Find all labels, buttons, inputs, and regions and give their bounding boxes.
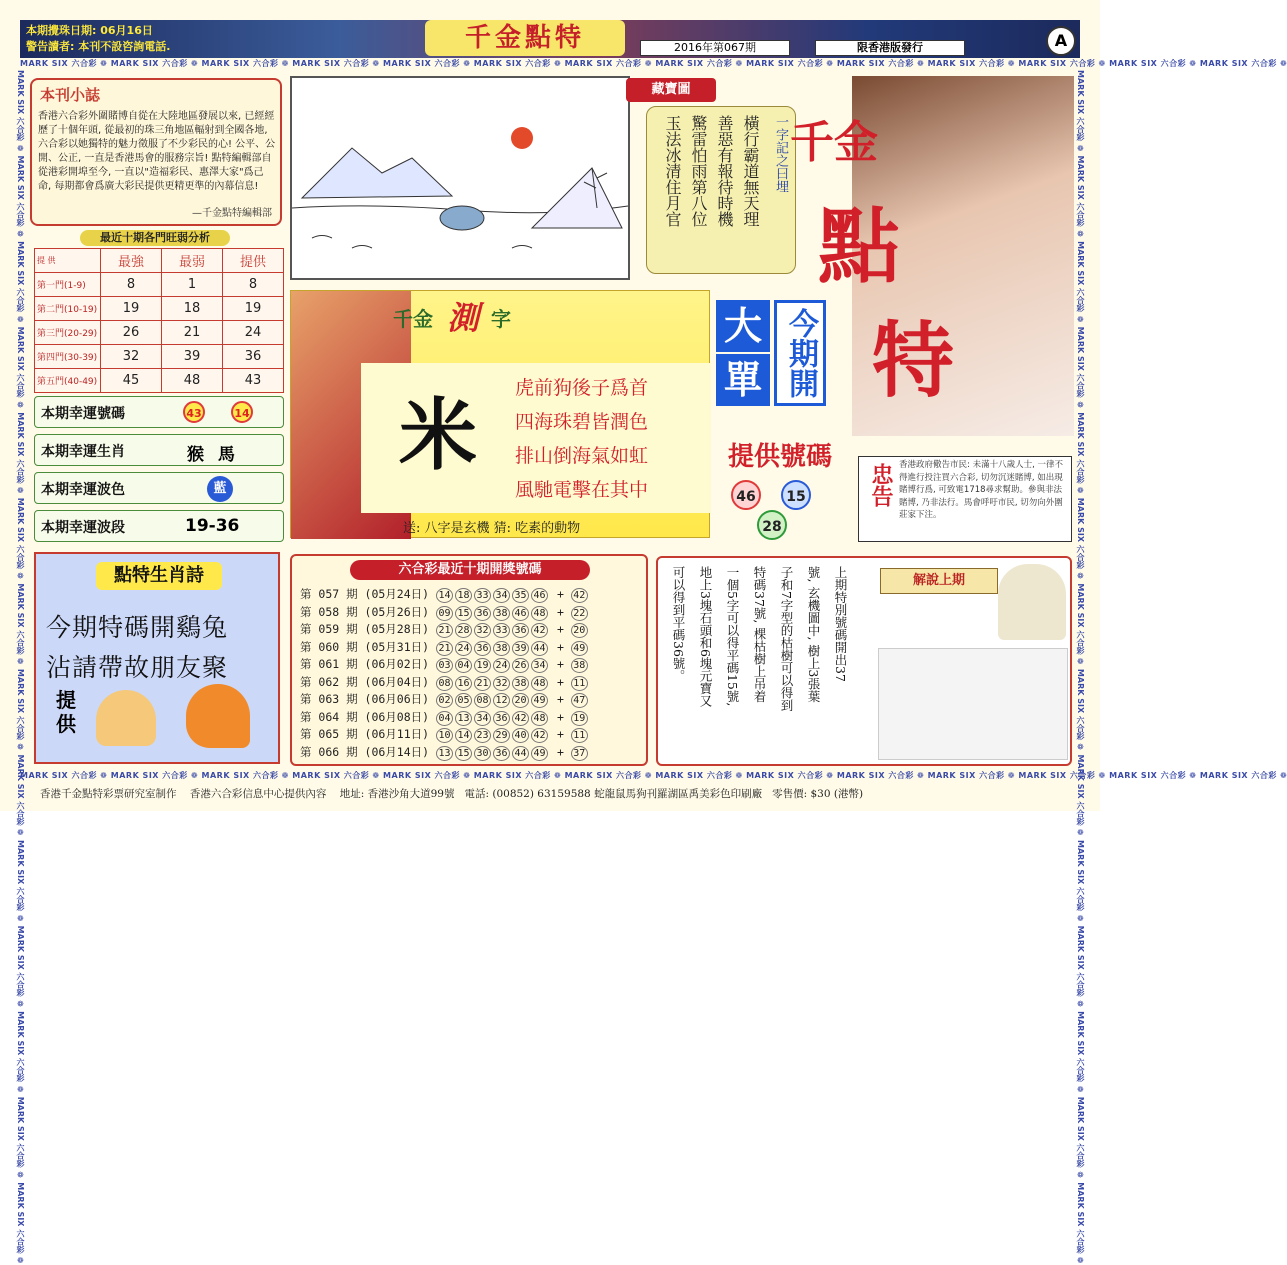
draw-row-issue: 第 060 期 (05月31日) xyxy=(300,639,437,654)
draw-special-number: 37 xyxy=(571,746,588,761)
scholar-picture xyxy=(998,564,1066,640)
stats-row-label: 第二門(10-19) xyxy=(35,297,101,321)
guess-hint: 送: 八字是玄機 猜: 吃素的動物 xyxy=(403,521,581,536)
decode-column: 可以得到平碼36號。 xyxy=(671,566,686,682)
decode-picture xyxy=(878,648,1068,760)
rooster-picture xyxy=(186,684,250,748)
draw-number: 21 xyxy=(474,676,491,691)
draw-special-number: 49 xyxy=(571,641,588,656)
draw-number: 21 xyxy=(436,641,453,656)
draw-number: 12 xyxy=(493,693,510,708)
draw-special-number: 22 xyxy=(571,606,588,621)
scroll-poem-4: 玉法冰清住月官 xyxy=(663,115,682,227)
draw-special-number: 38 xyxy=(571,658,588,673)
hero-chars-3: 特 xyxy=(872,313,955,409)
draw-number: 13 xyxy=(436,746,453,761)
draw-number: 49 xyxy=(531,693,548,708)
stats-cell: 24 xyxy=(223,321,284,345)
draw-row: 第 064 期 (06月08日) 04 13 34 36 42 48 + 19 xyxy=(300,709,646,727)
draw-row-issue: 第 057 期 (05月24日) xyxy=(300,587,437,601)
draw-number: 49 xyxy=(531,746,548,761)
guess-panel xyxy=(290,290,710,538)
draw-number: 03 xyxy=(436,658,453,673)
provide-ball: 15 xyxy=(781,480,811,510)
draw-row: 第 062 期 (06月04日) 08 16 21 32 38 48 + 11 xyxy=(300,674,646,692)
zodiac-poem-provide: 提供 xyxy=(56,688,76,736)
lucky-color-row xyxy=(34,472,284,504)
guess-line: 虎前狗後子爲首 xyxy=(515,377,649,399)
draw-number: 36 xyxy=(474,641,491,656)
lucky-zodiac-row xyxy=(34,434,284,466)
draw-row: 第 058 期 (05月26日) 09 15 36 38 46 48 + 22 xyxy=(300,604,646,622)
draw-date: 本期攪珠日期: 06月16日 xyxy=(26,24,153,37)
draw-number: 15 xyxy=(455,606,472,621)
decode-column: 上期特別號碼開出37 xyxy=(833,566,848,682)
lucky-range-label: 本期幸運波段 xyxy=(41,520,125,536)
treasure-tag: 藏寶圖 xyxy=(626,78,716,102)
lucky-range-value: 19-36 xyxy=(185,516,240,536)
stats-cell: 19 xyxy=(101,297,162,321)
draw-number: 29 xyxy=(493,728,510,743)
draw-results-list xyxy=(300,586,646,761)
draw-row-issue: 第 061 期 (06月02日) xyxy=(300,657,437,671)
lucky-range-row xyxy=(34,510,284,542)
stats-row-label: 第一門(1-9) xyxy=(35,273,101,297)
stats-cell: 36 xyxy=(223,345,284,369)
stats-cell: 8 xyxy=(101,273,162,297)
edition-badge: A xyxy=(1046,26,1076,56)
stats-header-weakest: 最弱 xyxy=(162,249,223,273)
draw-row: 第 066 期 (06月14日) 13 15 30 36 44 49 + 37 xyxy=(300,744,646,762)
stats-cell: 45 xyxy=(101,369,162,393)
lucky-zodiac-value: 猴 馬 xyxy=(187,445,239,465)
draw-special-number: 11 xyxy=(571,676,588,691)
draw-number: 02 xyxy=(436,693,453,708)
zodiac-poem-line-2: 沾請帶故朋友聚 xyxy=(46,653,229,682)
decode-column: 地上3塊石頭和6塊元寶又 xyxy=(698,566,713,707)
draw-row: 第 059 期 (05月28日) 21 28 32 33 36 42 + 20 xyxy=(300,621,646,639)
draw-number: 15 xyxy=(455,746,472,761)
lucky-color-label: 本期幸運波色 xyxy=(41,482,125,498)
stats-corner: 提 供 xyxy=(35,249,101,273)
draw-row: 第 060 期 (05月31日) 21 24 36 38 39 44 + 49 xyxy=(300,639,646,657)
stats-cell: 1 xyxy=(162,273,223,297)
stats-cell: 8 xyxy=(223,273,284,297)
draw-number: 05 xyxy=(455,693,472,708)
stats-cell: 43 xyxy=(223,369,284,393)
stats-cell: 21 xyxy=(162,321,223,345)
scroll-poem-1: 橫行霸道無天理 xyxy=(741,115,760,227)
treasure-map-picture xyxy=(290,76,630,280)
footer-phone: 電話: (00852) 63159588 蛇龍鼠馬狗刊羅湖區禹美彩色印刷廠 xyxy=(464,788,763,800)
draw-number: 30 xyxy=(474,746,491,761)
draw-number: 33 xyxy=(493,623,510,638)
decode-box xyxy=(656,556,1072,766)
stats-cell: 39 xyxy=(162,345,223,369)
draw-number: 42 xyxy=(512,711,529,726)
draw-number: 48 xyxy=(531,711,548,726)
draw-row: 第 063 期 (06月06日) 02 05 08 12 20 49 + 47 xyxy=(300,691,646,709)
draw-number: 34 xyxy=(531,658,548,673)
scroll-title: 一字記之曰埋 xyxy=(773,115,788,193)
masthead-title: 千金點特 xyxy=(425,20,625,56)
big-order-a: 大 xyxy=(716,300,770,352)
stats-row-label: 第三門(20-29) xyxy=(35,321,101,345)
draw-number: 33 xyxy=(474,588,491,603)
draw-number: 19 xyxy=(474,658,491,673)
issue-number: 2016年第067期 xyxy=(640,40,790,56)
stats-cell: 26 xyxy=(101,321,162,345)
draw-number: 21 xyxy=(436,623,453,638)
footer-price: 零售價: $30 (港幣) xyxy=(772,788,864,800)
stats-cell: 32 xyxy=(101,345,162,369)
stats-cell: 19 xyxy=(223,297,284,321)
intro-box xyxy=(30,78,282,226)
draw-special-number: 20 xyxy=(571,623,588,638)
draw-special-number: 47 xyxy=(571,693,588,708)
stats-cell: 48 xyxy=(162,369,223,393)
guess-lines xyxy=(515,371,648,507)
draw-number: 34 xyxy=(493,588,510,603)
hero-chars-1: 千金 xyxy=(790,117,878,168)
right-pattern-strip: MARK SIX 六合彩 ❁ MARK SIX 六合彩 ❁ MARK SIX 六合彩 ❁ MARK SIX 六合彩 ❁ MARK SIX 六合彩 ❁ MARK SIX 六合彩 ❁ MARK SIX 六合彩 ❁ MARK SIX 六合彩 ❁ MARK SIX 六合彩 ❁ MARK SIX 六合彩 ❁ MARK SIX 六合彩 ❁ MARK SIX 六合彩 ❁ MARK SIX 六合彩 ❁ MARK SIX 六合彩 ❁ xyxy=(1076,70,1085,1265)
draw-number: 38 xyxy=(512,676,529,691)
zodiac-poem-title: 點特生肖詩 xyxy=(96,562,222,590)
draw-number: 44 xyxy=(531,641,548,656)
draw-number: 18 xyxy=(455,588,472,603)
warning-title: 忠告 xyxy=(868,463,894,507)
draw-row-issue: 第 065 期 (06月11日) xyxy=(300,727,437,741)
draw-number: 36 xyxy=(474,606,491,621)
draw-number: 08 xyxy=(474,693,491,708)
stats-row-label: 第五門(40-49) xyxy=(35,369,101,393)
stats-title: 最近十期各門旺弱分析 xyxy=(80,230,230,246)
draw-number: 08 xyxy=(436,676,453,691)
lucky-ball: 43 xyxy=(183,401,205,423)
draw-row: 第 065 期 (06月11日) 10 14 23 29 40 42 + 11 xyxy=(300,726,646,744)
top-pattern-strip: MARK SIX 六合彩 ❁ MARK SIX 六合彩 ❁ MARK SIX 六合彩 ❁ MARK SIX 六合彩 ❁ MARK SIX 六合彩 ❁ MARK SIX 六合彩 ❁ MARK SIX 六合彩 ❁ MARK SIX 六合彩 ❁ MARK SIX 六合彩 ❁ MARK SIX 六合彩 ❁ MARK SIX 六合彩 ❁ MARK SIX 六合彩 ❁ MARK SIX 六合彩 ❁ MARK SIX 六合彩 ❁ xyxy=(20,59,1287,68)
draw-special-number: 19 xyxy=(571,711,588,726)
big-order-b: 單 xyxy=(716,354,770,406)
draw-number: 14 xyxy=(436,588,453,603)
decode-column: 特碼37號, 棵枯樹上吊着 xyxy=(752,566,767,703)
draw-number: 13 xyxy=(455,711,472,726)
scroll-poem-3: 驚雷怕雨第八位 xyxy=(689,115,708,227)
draw-number: 44 xyxy=(512,746,529,761)
draw-number: 24 xyxy=(493,658,510,673)
decode-column: 號, 玄機圖中, 樹上3張葉 xyxy=(806,566,821,703)
draw-number: 48 xyxy=(531,676,548,691)
draw-number: 32 xyxy=(474,623,491,638)
hk-edition-label: 限香港版發行 xyxy=(815,40,965,56)
stats-table xyxy=(34,248,284,390)
draw-number: 36 xyxy=(493,746,510,761)
draw-number: 09 xyxy=(436,606,453,621)
draw-number: 24 xyxy=(455,641,472,656)
footer xyxy=(40,786,1070,801)
treasure-map-drawing xyxy=(292,78,628,278)
draw-row-issue: 第 059 期 (05月28日) xyxy=(300,622,437,636)
draw-number: 32 xyxy=(493,676,510,691)
zodiac-poem-box xyxy=(34,552,280,764)
draw-number: 28 xyxy=(455,623,472,638)
intro-signature: —千金點特編輯部 xyxy=(192,208,272,219)
draw-number: 36 xyxy=(493,711,510,726)
warning-body: 香港政府儆告市民: 未滿十八歲人士, 一律不得進行投注買六合彩, 切勿沉迷賭博, 如出現賭博行爲, 可致電1718尋求幫助。參與非法賭博, 乃非法行。馬會呼吁市民, 切勿向外圍莊家下注。 xyxy=(899,460,1063,520)
guess-line: 風馳電擊在其中 xyxy=(515,479,649,501)
footer-mid: 香港六合彩信息中心提供內容 xyxy=(189,788,327,800)
provide-ball: 28 xyxy=(757,510,787,540)
draw-number: 16 xyxy=(455,676,472,691)
lucky-numbers-row xyxy=(34,396,284,428)
decode-tag: 解說上期 xyxy=(880,568,998,594)
draw-row: 第 061 期 (06月02日) 03 04 19 24 26 34 + 38 xyxy=(300,656,646,674)
draw-number: 38 xyxy=(493,641,510,656)
guess-title-c: 字 xyxy=(491,307,511,331)
draw-number: 20 xyxy=(512,693,529,708)
this-issue-label: 今期開 xyxy=(774,300,826,406)
draw-row-issue: 第 062 期 (06月04日) xyxy=(300,674,437,689)
draw-row-issue: 第 058 期 (05月26日) xyxy=(300,604,437,619)
scroll-poem-2: 善惡有報待時機 xyxy=(715,115,734,227)
stats-cell: 18 xyxy=(162,297,223,321)
draw-number: 38 xyxy=(493,606,510,621)
draw-number: 14 xyxy=(455,728,472,743)
guess-big-char: 米 xyxy=(399,390,478,481)
draw-number: 35 xyxy=(512,588,529,603)
bottom-pattern-strip: MARK SIX 六合彩 ❁ MARK SIX 六合彩 ❁ MARK SIX 六合彩 ❁ MARK SIX 六合彩 ❁ MARK SIX 六合彩 ❁ MARK SIX 六合彩 ❁ MARK SIX 六合彩 ❁ MARK SIX 六合彩 ❁ MARK SIX 六合彩 ❁ MARK SIX 六合彩 ❁ MARK SIX 六合彩 ❁ MARK SIX 六合彩 ❁ MARK SIX 六合彩 ❁ MARK SIX 六合彩 ❁ xyxy=(20,771,1287,780)
draw-number: 36 xyxy=(512,623,529,638)
rabbit-picture xyxy=(96,690,156,746)
draw-number: 40 xyxy=(512,728,529,743)
draw-special-number: 11 xyxy=(571,728,588,743)
draw-number: 34 xyxy=(474,711,491,726)
left-pattern-strip: MARK SIX 六合彩 ❁ MARK SIX 六合彩 ❁ MARK SIX 六合彩 ❁ MARK SIX 六合彩 ❁ MARK SIX 六合彩 ❁ MARK SIX 六合彩 ❁ MARK SIX 六合彩 ❁ MARK SIX 六合彩 ❁ MARK SIX 六合彩 ❁ MARK SIX 六合彩 ❁ MARK SIX 六合彩 ❁ MARK SIX 六合彩 ❁ MARK SIX 六合彩 ❁ MARK SIX 六合彩 ❁ xyxy=(16,70,25,1265)
draw-number: 04 xyxy=(436,711,453,726)
draw-results-title: 六合彩最近十期開獎號碼 xyxy=(350,560,590,580)
stats-header-strongest: 最強 xyxy=(101,249,162,273)
draw-row-issue: 第 066 期 (06月14日) xyxy=(300,744,437,759)
decode-text xyxy=(664,566,854,760)
draw-number: 10 xyxy=(436,728,453,743)
provide-numbers-label: 提供號碼 xyxy=(728,442,833,472)
draw-number: 23 xyxy=(474,728,491,743)
guess-title-a: 千金 xyxy=(393,307,433,331)
lucky-ball: 14 xyxy=(231,401,253,423)
lucky-numbers-label: 本期幸運號碼 xyxy=(41,406,125,422)
stats-row-label: 第四門(30-39) xyxy=(35,345,101,369)
treasure-scroll xyxy=(646,106,796,274)
lucky-color-ball: 藍 xyxy=(207,476,233,502)
provide-ball: 46 xyxy=(731,480,761,510)
draw-number: 04 xyxy=(455,658,472,673)
warning-line: 警告讀者: 本刊不設咨詢電話. xyxy=(26,40,171,53)
draw-results-box xyxy=(290,554,648,766)
warning-box xyxy=(858,456,1072,542)
guess-line: 排山倒海氣如虹 xyxy=(515,445,649,467)
decode-column: 子和7字型的枯樹可以得到 xyxy=(779,566,794,712)
draw-number: 46 xyxy=(531,588,548,603)
draw-row-issue: 第 064 期 (06月08日) xyxy=(300,709,437,724)
footer-address: 地址: 香港沙角大道99號 xyxy=(339,788,455,800)
intro-title: 本刊小誌 xyxy=(40,86,101,104)
draw-number: 42 xyxy=(531,623,548,638)
lucky-zodiac-label: 本期幸運生肖 xyxy=(41,444,125,460)
guess-title-b: 測 xyxy=(447,299,480,337)
stats-header-provide: 提供 xyxy=(223,249,284,273)
draw-row-issue: 第 063 期 (06月06日) xyxy=(300,692,437,706)
guess-line: 四海珠碧皆潤色 xyxy=(515,411,649,433)
decode-column: 一個5字可以得平碼15號, xyxy=(725,566,740,707)
zodiac-poem-line-1: 今期特碼開鷄兔 xyxy=(46,613,229,642)
draw-number: 48 xyxy=(531,606,548,621)
hero-chars-2: 點 xyxy=(818,199,901,295)
draw-number: 42 xyxy=(531,728,548,743)
draw-row: 第 057 期 (05月24日) 14 18 33 34 35 46 + 42 xyxy=(300,586,646,604)
draw-special-number: 42 xyxy=(571,588,588,603)
draw-number: 46 xyxy=(512,606,529,621)
draw-number: 39 xyxy=(512,641,529,656)
intro-body: 香港六合彩外圍賭博自從在大陸地區發展以來, 已經經歷了十個年頭, 從最初的珠三角地區輻射到全國各地, 六合彩以她獨特的魅力徵服了不少彩民的心! 公平、公開、公正, 一直是香港馬會的服務宗旨! 點特編輯部自從港彩開埠至今, 一直以"造福彩民、惠澤大家"爲己命, 每期都會爲廣大彩民提供更精更準的內幕信息! xyxy=(38,111,276,192)
footer-left: 香港千金點特彩票研究室制作 xyxy=(40,788,177,800)
draw-number: 26 xyxy=(512,658,529,673)
